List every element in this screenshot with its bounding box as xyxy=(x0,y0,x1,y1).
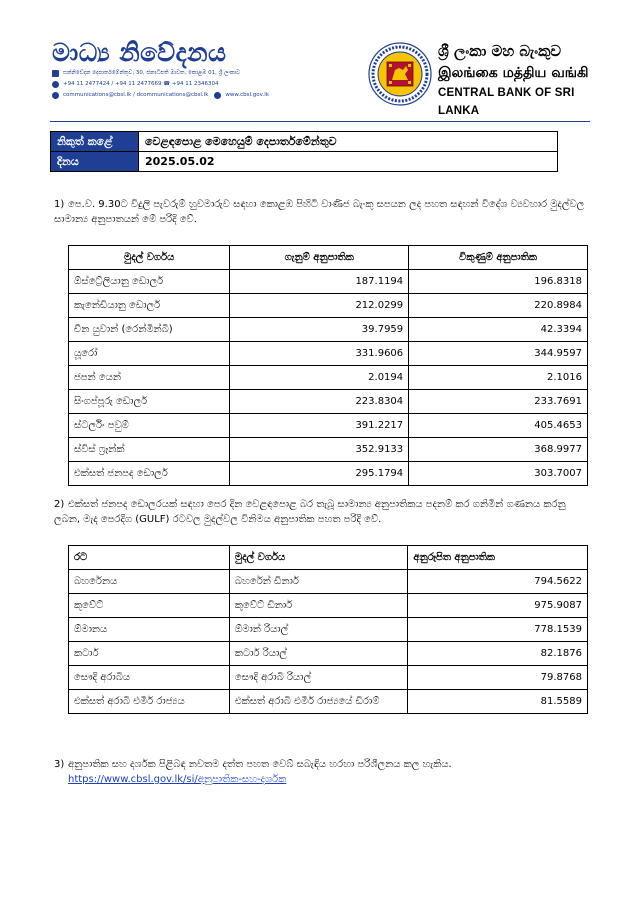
table-cell: එක්සත් ජනපද ඩොලර් xyxy=(69,462,230,486)
table-cell: කුවේට් xyxy=(69,594,230,618)
email-icon xyxy=(52,92,59,99)
table-row xyxy=(69,318,588,342)
table-cell: 220.8984 xyxy=(409,294,588,318)
table-header-row xyxy=(69,546,588,570)
address-line xyxy=(52,68,312,79)
table-cell: බහරේනය xyxy=(69,570,230,594)
table-cell: සෞදි අරාබි රියාල් xyxy=(229,666,408,690)
table-cell: 187.1194 xyxy=(230,270,409,294)
table-cell: ස්ටර්ලිං පවුම් xyxy=(69,414,230,438)
page-title: මාධ්‍ය නිවේදනය xyxy=(52,38,227,67)
column-header-currency: මුදල් වර්ගය xyxy=(69,246,230,270)
phone-text: +94 11 2477424 / +94 11 2477669 ☎ +94 11 2346304 xyxy=(63,81,219,87)
currency-rates-table xyxy=(68,245,588,486)
table-cell: ඕස්ට්‍රේලියානු ඩොලර් xyxy=(69,270,230,294)
paragraph-number: 3) xyxy=(54,759,65,770)
table-cell: 344.9597 xyxy=(409,342,588,366)
table-cell: 405.4653 xyxy=(409,414,588,438)
phone-icon xyxy=(52,81,59,88)
paragraph-text: අනුපාතික සහ දර්ශක පිළිබඳ නවතම දත්ත පහත වෙබ් සබැඳිය හරහා පරිශීලනය කල හැකිය. xyxy=(68,759,452,770)
table-cell: 42.3394 xyxy=(409,318,588,342)
building-icon xyxy=(52,70,59,77)
table-cell: යූරෝ xyxy=(69,342,230,366)
table-row xyxy=(69,462,588,486)
table-row xyxy=(69,570,588,594)
table-row xyxy=(69,366,588,390)
column-header-currency: මුදල් වර්ගය xyxy=(229,546,408,570)
table-row xyxy=(69,690,588,714)
bank-name-tamil: இலங்கை மத்திய வங்கி xyxy=(438,65,589,81)
paragraph-2 xyxy=(54,497,589,527)
table-row xyxy=(69,666,588,690)
email-text[interactable]: communications@cbsl.lk / dcommunications@cbsl.lk xyxy=(63,92,209,98)
website-text[interactable]: www.cbsl.gov.lk xyxy=(225,92,269,98)
column-header-selling-rate: විකුණුම් අනුපාතික xyxy=(409,246,588,270)
table-cell: ඕමානය xyxy=(69,618,230,642)
table-cell: බහරේන් ඩිනාර් xyxy=(229,570,408,594)
table-cell: එක්සත් අරාබි එමීර් රාජ්‍යය xyxy=(69,690,230,714)
table-row xyxy=(69,438,588,462)
table-cell: 223.8304 xyxy=(230,390,409,414)
paragraph-1 xyxy=(54,197,589,227)
table-cell: 39.7959 xyxy=(230,318,409,342)
contact-line xyxy=(52,90,312,101)
table-cell: 79.8768 xyxy=(408,666,588,690)
issued-by-row xyxy=(51,132,558,152)
phone-line xyxy=(52,79,312,90)
table-row xyxy=(69,642,588,666)
bank-name-sinhala: ශ්‍රී ලංකා මහ බැංකුව xyxy=(438,42,562,60)
table-row xyxy=(69,594,588,618)
table-cell: 352.9133 xyxy=(230,438,409,462)
media-release-header xyxy=(52,38,312,101)
table-cell: 975.9087 xyxy=(408,594,588,618)
table-row xyxy=(69,294,588,318)
table-cell: කටාර් xyxy=(69,642,230,666)
table-cell: ජපන් යෙන් xyxy=(69,366,230,390)
bank-name-block xyxy=(438,40,598,120)
table-cell: 196.8318 xyxy=(409,270,588,294)
table-cell: 303.7007 xyxy=(409,462,588,486)
date-label: දිනය xyxy=(51,152,139,172)
header-divider xyxy=(50,121,590,122)
table-cell: ස්විස් ෆ්‍රෑන්ක් xyxy=(69,438,230,462)
table-cell: කටාර් රියාල් xyxy=(229,642,408,666)
table-row xyxy=(69,270,588,294)
table-cell: 391.2217 xyxy=(230,414,409,438)
address-text: සන්නිවේදන දෙපාර්තමේන්තුව, 30, ජනාධිපති මාවත, කොළඹ 01, ශ්‍රී ලංකාව xyxy=(63,70,241,76)
date-row xyxy=(51,152,558,172)
table-cell: 2.0194 xyxy=(230,366,409,390)
paragraph-3 xyxy=(54,757,589,787)
table-header-row xyxy=(69,246,588,270)
table-cell: 794.5622 xyxy=(408,570,588,594)
column-header-crossed-rate: අනුරූපිත අනුපාතික xyxy=(408,546,588,570)
table-cell: 331.9606 xyxy=(230,342,409,366)
table-row xyxy=(69,342,588,366)
column-header-country: රට xyxy=(69,546,230,570)
table-cell: කැනේඩියානු ඩොලර් xyxy=(69,294,230,318)
table-row xyxy=(69,414,588,438)
table-cell: 233.7691 xyxy=(409,390,588,414)
table-row xyxy=(69,390,588,414)
paragraph-text: එක්සත් ජනපද ඩොලරයක් සඳහා පෙර දින වෙළඳපොළ බර තැබූ සාමාන්‍ය අනුපාතිකය පදනම් කර ගනිමින් ගණනය කරනු ලබන, මැද පෙරදිග (GULF) රටවල මුදල්වල විනිමය අනුපාතික පහත පරිදි වේ. xyxy=(54,499,566,525)
table-cell: 2.1016 xyxy=(409,366,588,390)
table-cell: 212.0299 xyxy=(230,294,409,318)
paragraph-number: 2) xyxy=(54,499,65,510)
globe-icon xyxy=(214,92,221,99)
table-cell: 778.1539 xyxy=(408,618,588,642)
table-cell: චීන යුවාන් (රෙන්මින්බි) xyxy=(69,318,230,342)
issued-by-value: වෙළඳපොළ මෙහෙයුම් දෙපාර්තමේන්තුව xyxy=(139,132,558,152)
date-value: 2025.05.02 xyxy=(139,152,558,172)
issued-by-label: නිකුත් කළේ xyxy=(51,132,139,152)
paragraph-text: පෙ.ව. 9.30ට විදුලි පැවරුම් හුවමාරුව සඳහා කොළඹ පිහිටි වාණිජ බැංකු සපයන ලද පහත සඳහන් විදේශ ව්‍යවහාර මුදල්වල සාමාන්‍ය අනුපාතයන් මේ පරිදි වේ. xyxy=(54,199,585,225)
rates-link[interactable]: https://www.cbsl.gov.lk/si/අනුපාතික-සහ-දර්ශක xyxy=(68,774,287,785)
table-cell: සිංගප්පූරු ඩොලර් xyxy=(69,390,230,414)
table-cell: සෞදි අරාබිය xyxy=(69,666,230,690)
paragraph-number: 1) xyxy=(54,199,65,210)
cbsl-seal-logo xyxy=(368,42,432,106)
table-cell: 368.9977 xyxy=(409,438,588,462)
table-cell: 295.1794 xyxy=(230,462,409,486)
table-row xyxy=(69,618,588,642)
column-header-buying-rate: ගැනුම් අනුපාතික xyxy=(230,246,409,270)
gulf-currency-rates-table xyxy=(68,545,588,714)
table-cell: කුවේට් ඩිනාර් xyxy=(229,594,408,618)
table-cell: 82.1876 xyxy=(408,642,588,666)
table-cell: ඕමාන් රියාල් xyxy=(229,618,408,642)
bank-name-english: CENTRAL BANK OF SRI LANKA xyxy=(438,87,575,117)
issue-info-table xyxy=(50,131,558,172)
table-cell: එක්සත් අරාබි එමීර් රාජ්‍යයේ ඩිරාම් xyxy=(229,690,408,714)
table-cell: 81.5589 xyxy=(408,690,588,714)
